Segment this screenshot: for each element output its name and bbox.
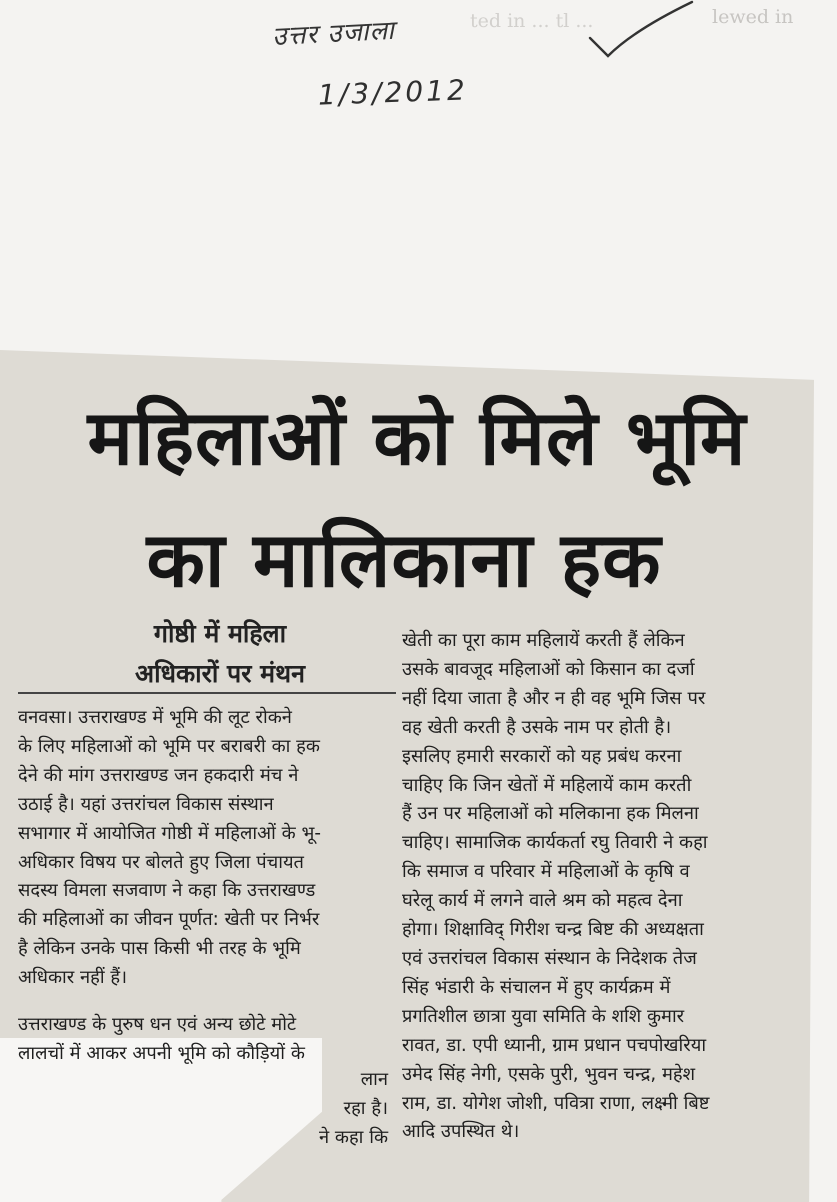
right-column-paragraph: खेती का पूरा काम महिलायें करती हैं लेकिन उसके बावजूद महिलाओं को किसान का दर्जा नहीं दिया जाता है और न ही वह भूमि जिस पर वह खेती करती है उसके नाम पर होती है। इसलिए हमारी सरकारों को यह प्रबंध करना चाहिए कि जिन खेतों में महिलायें काम करती हैं उन पर महिलाओं को मलिकाना हक मिलना चाहिए। सामाजिक कार्यकर्ता रघु तिवारी ने कहा कि समाज व परिवार में महिलाओं के कृषि व घरेलू कार्य में लगने वाले श्रम को महत्व देना होगा। शिक्षाविद् गिरीश चन्द्र बिष्ट की अध्यक्षता एवं उत्तरांचल विकास संस्थान के निदेशक तेज सिंह भंडारी के संचालन में हुए कार्यक्रम में प्रगतिशील छात्रा युवा समिति के शशि कुमार रावत, डा. एपी ध्यानी, ग्राम प्रधान पचपोखरिया उमेद सिंह नेगी, एसके पुरी, भुवन चन्द्र, महेश राम, डा. योगेश जोशी, पवित्रा राणा, लक्ष्मी बिष्ट आदि उपस्थित थे। [402,630,710,1143]
article-left-column [18,704,396,1069]
pen-check-mark-icon [586,0,696,65]
left-column-paragraph-1: वनवसा। उत्तराखण्ड में भूमि की लूट रोकने के लिए महिलाओं को भूमि पर बराबरी का हक देने की मांग उत्तराखण्ड जन हकदारी मंच ने उठाई है। यहां उत्तरांचल विकास संस्थान सभागार में आयोजित गोष्ठी में महिलाओं के भू- अधिकार विषय पर बोलते हुए जिला पंचायत सदस्य विमला सजवाण ने कहा कि उत्तराखण्ड की महिलाओं का जीवन पूर्णत: खेती पर निर्भर है लेकिन उनके पास किसी भी तरह के भूमि अधिकार नहीं हैं। [18,707,321,989]
bleed-through-text-middle: ted in ... tl ... [470,10,594,32]
left-column-torn-fragments: लान रहा है। ने कहा कि [318,1069,388,1148]
subheadline-line-1: गोष्ठी में महिला [153,619,287,648]
left-column-paragraph-2: उत्तराखण्ड के पुरुष धन एवं अन्य छोटे मोटे लालचों में आकर अपनी भूमि को कौड़ियों के [18,1014,305,1064]
handwritten-newspaper-name: उत्तर उजाला [271,15,396,53]
bleed-through-text-right: lewed in [712,6,794,28]
article-right-column [402,627,800,1147]
subheadline-line-2: अधिकारों पर मंथन [135,659,305,688]
headline-line-1: महिलाओं को मिले भूमि [87,393,747,482]
headline-line-2: का मालिकाना हक [146,515,662,604]
subhead-divider [18,692,396,694]
handwritten-date: 1/3/2012 [317,73,469,112]
